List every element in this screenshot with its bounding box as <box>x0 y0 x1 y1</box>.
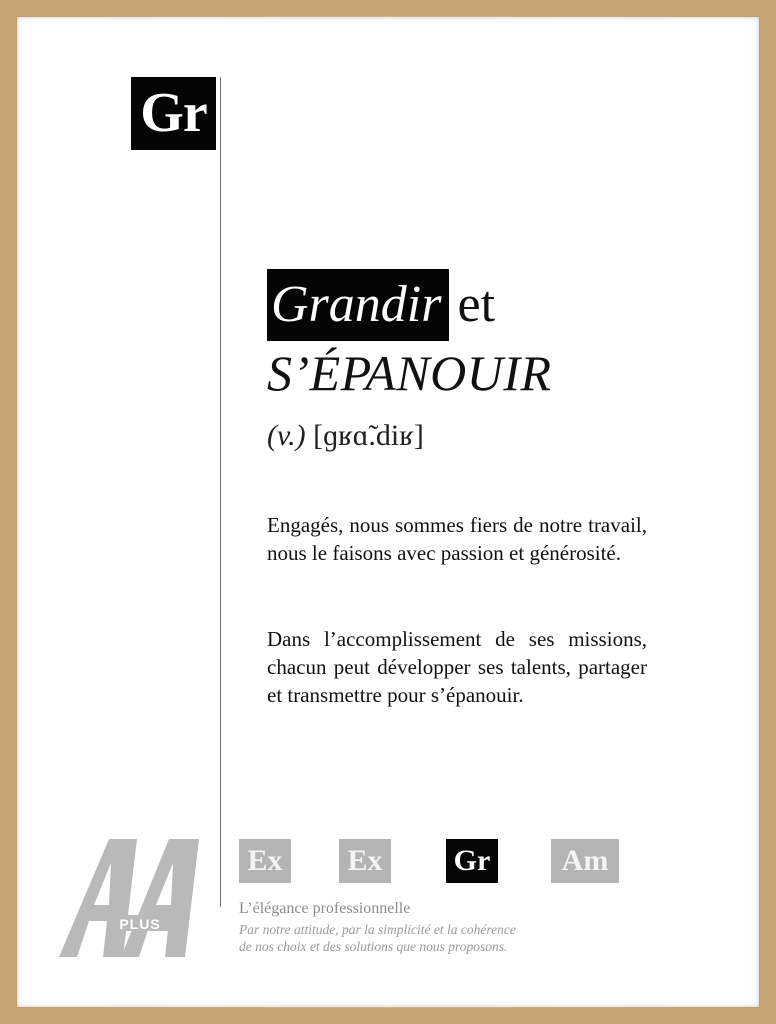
value-tile-gr: Gr <box>131 77 216 150</box>
vertical-divider <box>220 77 221 907</box>
title-conjunction: et <box>457 276 496 333</box>
title-line-2: S’ÉPANOUIR <box>267 345 552 401</box>
title-highlight: Grandir <box>267 269 449 341</box>
a-plus-logo <box>59 839 205 959</box>
definition-paragraph: Engagés, nous sommes fiers de notre travail, nous le faisons avec passion et générosité. <box>267 513 647 565</box>
value-tile-ex-1: Ex <box>239 839 291 883</box>
poster <box>17 17 759 1007</box>
value-tile-am: Am <box>551 839 619 883</box>
pronunciation <box>267 419 424 453</box>
tagline-subtitle: Par notre attitude, par la simplicité et la cohérence de nos choix et des solutions que nous proposons. <box>239 922 516 954</box>
phonetic: [ɡʁɑ̃.diʁ] <box>313 419 424 452</box>
value-tile-ex-2: Ex <box>339 839 391 883</box>
definition-paragraph: Dans l’accomplissement de ses missions, chacun peut développer ses talents, partager et transmettre pour s’épanouir. <box>267 627 647 707</box>
value-tile-gr-active: Gr <box>446 839 498 883</box>
part-of-speech: (v.) <box>267 419 306 452</box>
logo-text: PLUS <box>119 916 161 932</box>
poster-title <box>267 269 552 403</box>
tagline: L’élégance professionnelle <box>239 900 411 917</box>
